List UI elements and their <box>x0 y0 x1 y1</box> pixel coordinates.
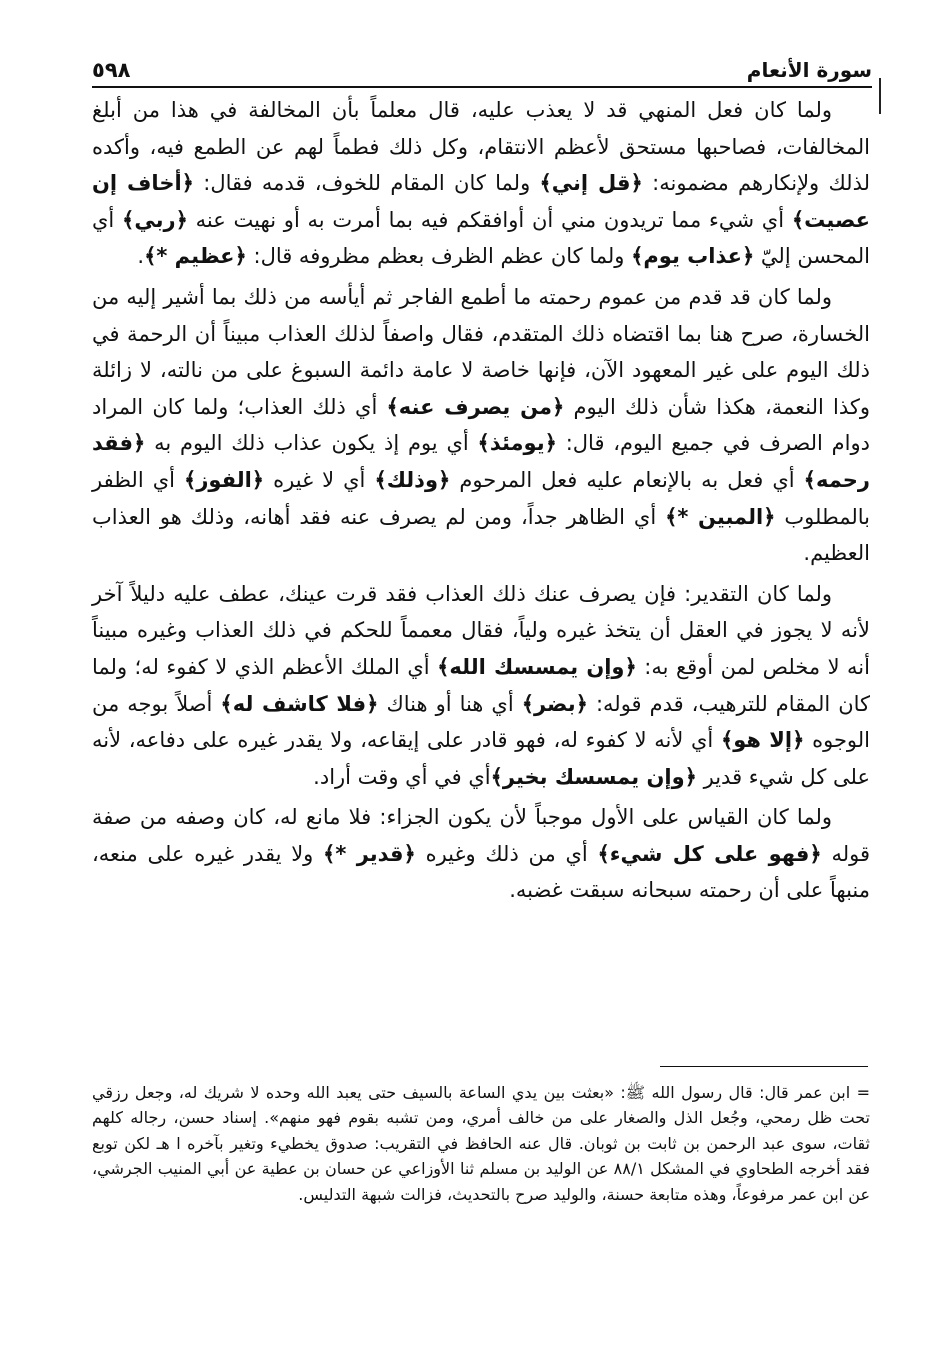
text-run: أي لأنه لا كفوء له، فهو قادر على إيقاعه، ولا يقدر غيره على دفاعه، لأنه على كل شيء قدير <box>92 728 870 789</box>
quran-quote: ﴿فقد رحمه﴾ <box>92 431 871 492</box>
text-run: أي الظاهر جداً، ومن لم يصرف عنه فقد أهانه، وذلك هو العذاب العظيم. <box>92 504 870 566</box>
quran-quote: ﴿المبين *﴾ <box>665 504 776 529</box>
page-number: ٥٩٨ <box>92 58 131 82</box>
text-run: ولما كان قد قدم من عموم رحمته ما أطمع الفاجر ثم أيأسه من ذلك بما أشير إليه من الخسارة، صرح هنا بما اقتضاه ذلك المتقدم، فقال واصفاً لذلك العذاب مبيناً أن الرحمة في ذلك اليوم على غير المعهود الآن، فإنها خاصة لا عامة دائمة السبوغ على من نالته، لا زائلة وكذا النعمة، هكذا شأن ذلك اليوم <box>92 284 870 419</box>
quran-quote: ﴿عذاب يوم﴾ <box>631 244 755 269</box>
quran-quote: ﴿وذلك﴾ <box>374 467 451 492</box>
paragraph <box>92 799 870 909</box>
text-run: أي هنا أو هناك <box>378 691 522 716</box>
text-run: ولما كان التقدير: فإن يصرف عنك ذلك العذاب فقد قرت عينك، عطف عليه دليلاً آخر لأنه لا يجوز في العقل أن يتخذ غيره ولياً، فقال معمماً للحكم في ذلك العذاب وغيره مبيناً أنه لا مخلص لمن أوقع به: <box>92 581 870 679</box>
quran-quote: ﴿وإن يمسسك بخير﴾ <box>490 764 697 789</box>
quran-quote: ﴿عظيم *﴾ <box>144 244 247 269</box>
footnote-text: = ابن عمر قال: قال رسول الله ﷺ: «بعثت بين يدي الساعة بالسيف حتى يعبد الله وحده لا شريك له، وجعل رزقي تحت ظل رمحي، وجُعل الذل والصغار على من خالف أمري، ومن تشبه بقوم فهو منهم». إسناد حسن، رجاله كلهم ثقات، سوى عبد الرحمن بن ثابت بن ثوبان. قال عنه الحافظ في التقريب: صدوق يخطيء وتغير بآخره ا هـ لكن توبع فقد أخرجه الطحاوي في المشكل ٨٨/١ عن الوليد بن مسلم ثنا الأوزاعي عن حسان بن عطية عن أبي المنيب الجرشي، عن ابن عمر مرفوعاً، وهذه متابعة حسنة، والوليد صرح بالتحديث، فزالت شبهة التدليس. <box>92 1083 870 1204</box>
text-run: أي الظفر بالمطلوب <box>92 467 870 529</box>
text-run: أي من ذلك وغيره <box>415 841 598 866</box>
text-run: ولما كان القياس على الأول موجباً لأن يكون الجزاء: فلا مانع له، كان وصفه من صفة قوله <box>92 805 870 866</box>
quran-quote: ﴿أخاف إن عصيت﴾ <box>92 171 870 232</box>
text-run: أي ذلك العذاب؛ ولما كان المراد دوام الصرف في جميع اليوم، قال: <box>92 394 870 456</box>
text-run: أي المحسن إليّ <box>92 207 870 269</box>
main-text <box>92 92 870 909</box>
text-run: أي لا غيره <box>264 467 375 492</box>
margin-mark <box>879 78 881 114</box>
quran-quote: ﴿وإن يمسسك الله﴾ <box>437 654 637 679</box>
paragraph <box>92 92 870 275</box>
footnote <box>92 1080 870 1207</box>
text-run: ولما كان المقام للخوف، قدمه فقال: <box>193 171 540 196</box>
text-run: ولما كان عظم الظرف بعظم مظروفه قال: <box>246 244 632 269</box>
quran-quote: ﴿قل إني﴾ <box>539 171 643 196</box>
text-run: ولا يقدر غيره على منعه، منبهاً على أن رحمته سبحانه سبقت غضبه. <box>92 841 870 903</box>
text-run: أصلاً بوجه من الوجوه <box>92 691 871 753</box>
quran-quote: ﴿من يصرف عنه﴾ <box>386 394 565 419</box>
paragraph <box>92 576 870 796</box>
quran-quote: ﴿فلا كاشف له﴾ <box>220 691 379 716</box>
text-run: أي الملك الأعظم الذي لا كفوء له؛ ولما كان المقام للترهيب، قدم قوله: <box>92 654 871 716</box>
footnote-separator <box>660 1066 868 1067</box>
text-run: أي في أي وقت أراد. <box>313 764 491 789</box>
quran-quote: ﴿فهو على كل شيء﴾ <box>597 841 822 866</box>
quran-quote: ﴿الفوز﴾ <box>184 467 265 492</box>
quran-quote: ﴿إلا هو﴾ <box>720 728 805 753</box>
text-run: أي شيء مما تريدون مني أن أوافقكم فيه بما أمرت به أو نهيت عنه <box>187 207 792 232</box>
paragraph <box>92 279 870 572</box>
page-header <box>92 48 872 88</box>
quran-quote: ﴿ربي﴾ <box>122 207 188 232</box>
quran-quote: ﴿بضر﴾ <box>521 691 588 716</box>
text-run: أي يوم إذ يكون عذاب ذلك اليوم به <box>145 431 478 456</box>
quran-quote: ﴿يومئذ﴾ <box>477 431 557 456</box>
text-run: . <box>137 244 145 269</box>
quran-quote: ﴿قدير *﴾ <box>323 841 416 866</box>
text-run: أي فعل به بالإنعام عليه فعل المرحوم <box>450 467 804 492</box>
text-run: ولما كان فعل المنهي قد لا يعذب عليه، قال معلماً بأن المخالفة في هذا من أبلغ المخالفات، فصاحبها مستحق لأعظم الانتقام، وكل ذلك فطماً لهم عن الطمع فيه، وأكده لذلك ولإنكارهم مضمونه: <box>92 98 870 196</box>
surah-title: سورة الأنعام <box>746 58 872 82</box>
